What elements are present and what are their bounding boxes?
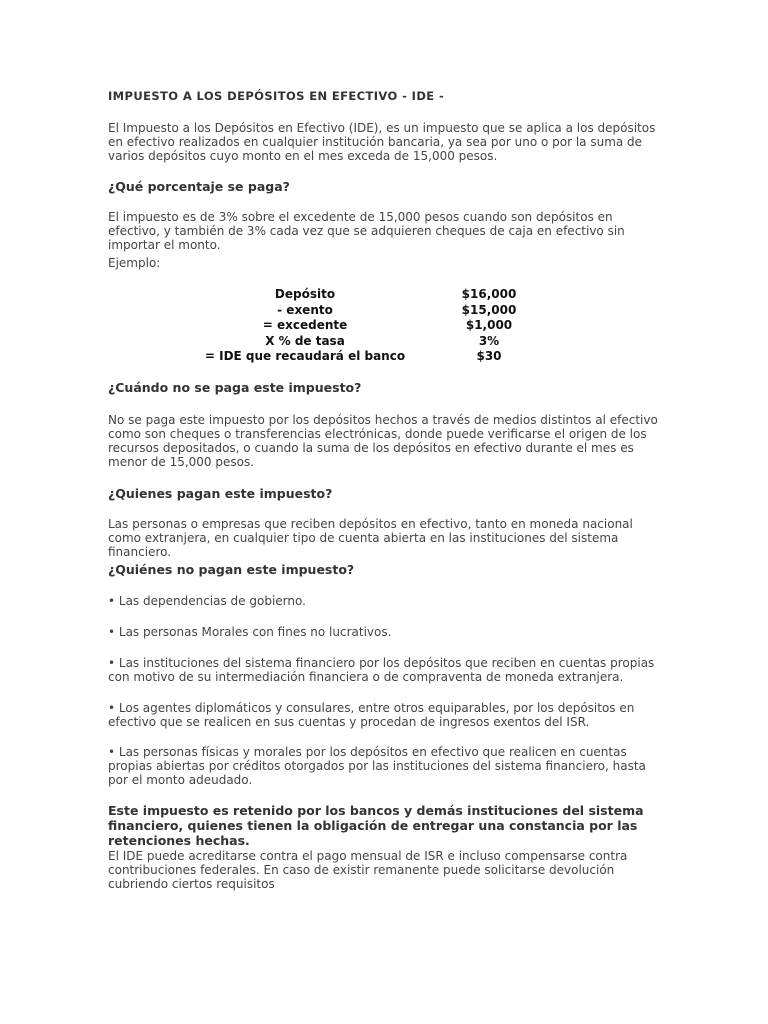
table-row — [108, 287, 668, 303]
list-item: • Los agentes diplomáticos y consulares, entre otros equiparables, por los depósitos en efectivo que se realicen en sus cuentas y procedan de ingresos exentos del ISR. — [108, 701, 635, 729]
row-label: = excedente — [262, 318, 348, 332]
row-value: $15,000 — [461, 302, 517, 317]
acreditarse-paragraph: El IDE puede acreditarse contra el pago mensual de ISR e incluso compensarse contra contribuciones federales. En caso de existir remanente puede solicitarse devolución cubriendo ciertos requisitos — [108, 849, 628, 891]
row-value: $16,000 — [461, 287, 517, 301]
paragraph-cuando-no: No se paga este impuesto por los depósitos hechos a través de medios distintos al efectivo como son cheques o transferencias electrónicas, donde puede verificarse el origen de los recursos depositados, o cuando la suma de los depósitos en efectivo durante el mes es menor de 15,000 pesos. — [108, 413, 658, 469]
heading-cuando-no: ¿Cuándo no se paga este impuesto? — [108, 380, 362, 395]
row-value: $1,000 — [465, 318, 513, 332]
table-row — [108, 318, 668, 334]
paragraph-porcentaje: El impuesto es de 3% sobre el excedente de 15,000 pesos cuando son depósitos en efectivo, y también de 3% cada vez que se adquieren cheques de caja en efectivo sin importar el monto. — [108, 210, 625, 252]
retenido-paragraph: Este impuesto es retenido por los bancos y demás instituciones del sistema financiero, quienes tienen la obligación de entregar una constancia por las retenciones hechas. — [108, 803, 644, 848]
row-label: X % de tasa — [265, 333, 345, 348]
paragraph-quienes-pagan: Las personas o empresas que reciben depósitos en efectivo, tanto en moneda nacional como extranjera, en cualquier tipo de cuenta abierta en las instituciones del sistema financiero. — [108, 517, 633, 559]
heading-quienes-pagan: ¿Quienes pagan este impuesto? — [108, 486, 333, 501]
row-label: = IDE que recaudará el banco — [204, 349, 406, 363]
list-item: • Las instituciones del sistema financiero por los depósitos que reciben en cuentas propias con motivo de su intermediación financiera o de compraventa de moneda extranjera. — [108, 656, 655, 684]
row-label: - exento — [277, 302, 333, 317]
heading-quienes-no-pagan: ¿Quiénes no pagan este impuesto? — [108, 562, 355, 577]
heading-porcentaje: ¿Qué porcentaje se paga? — [108, 179, 290, 194]
intro-paragraph: El Impuesto a los Depósitos en Efectivo (IDE), es un impuesto que se aplica a los depósitos en efectivo realizados en cualquier institución bancaria, ya sea por uno o por la suma de varios depósitos cuyo monto en el mes exceda de 15,000 pesos. — [108, 121, 656, 163]
example-calculation-table — [108, 287, 668, 365]
table-row — [108, 349, 668, 365]
row-value: 3% — [478, 333, 500, 348]
table-row — [108, 334, 668, 350]
list-item: • Las personas físicas y morales por los depósitos en efectivo que realicen en cuentas propias abiertas por créditos otorgados por las instituciones del sistema financiero, hasta por el monto adeudado. — [108, 745, 646, 787]
row-value: $30 — [476, 349, 502, 363]
document-title: IMPUESTO A LOS DEPÓSITOS EN EFECTIVO - IDE - — [108, 89, 445, 103]
row-label: Depósito — [274, 287, 336, 301]
table-row — [108, 303, 668, 319]
ejemplo-label: Ejemplo: — [108, 256, 161, 270]
list-item: • Las personas Morales con fines no lucrativos. — [108, 625, 392, 639]
list-item: • Las dependencias de gobierno. — [108, 594, 306, 608]
